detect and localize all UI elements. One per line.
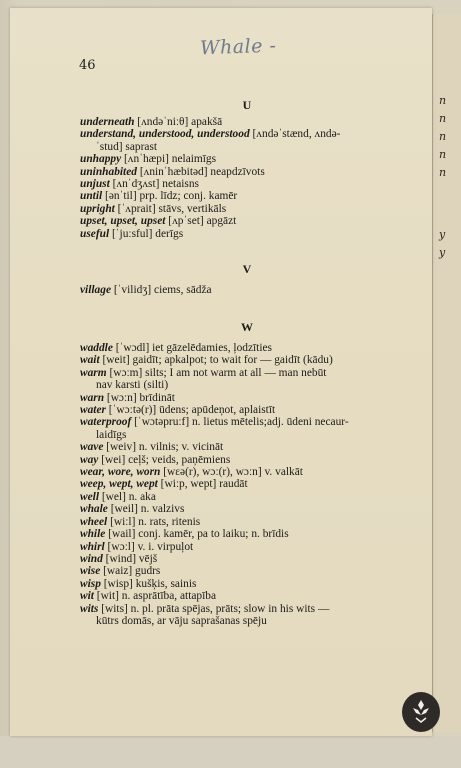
dictionary-entry bbox=[80, 528, 349, 540]
entry-headword: wit bbox=[80, 590, 94, 603]
entry-definition: [wel] n. aka bbox=[98, 490, 156, 503]
dictionary-entry bbox=[80, 116, 340, 128]
dictionary-entry bbox=[80, 342, 349, 354]
next-page-fragment: n bbox=[439, 94, 447, 107]
entry-definition: [waiz] gudrs bbox=[100, 565, 161, 578]
dictionary-entry bbox=[80, 379, 349, 391]
section-u-entries bbox=[80, 116, 340, 240]
entry-definition: [ʌndəˈniːθ] apakšā bbox=[134, 116, 223, 128]
dictionary-entry bbox=[80, 215, 340, 227]
entry-definition: kūtrs domās, ar vāju saprašanas spēju bbox=[96, 614, 267, 627]
entry-definition: [weil] n. valzivs bbox=[107, 503, 185, 516]
entry-definition: [wiːp, wept] raudāt bbox=[157, 478, 248, 491]
entry-headword: warn bbox=[80, 391, 105, 404]
entry-definition: ˈstud] saprast bbox=[96, 140, 158, 153]
entry-definition: [wind] vējš bbox=[102, 552, 158, 565]
section-w-entries bbox=[80, 342, 349, 627]
entry-definition: [wail] conj. kamēr, pa to laiku; n. brīdis bbox=[105, 528, 289, 541]
entry-headword: while bbox=[80, 528, 106, 541]
entry-headword: upright bbox=[80, 202, 115, 215]
dictionary-entry bbox=[80, 429, 349, 441]
entry-definition: nav karsti (silti) bbox=[96, 379, 169, 392]
entry-headword: wave bbox=[80, 441, 104, 454]
dictionary-entry bbox=[80, 565, 349, 577]
dictionary-entry bbox=[80, 491, 349, 503]
entry-headword: wise bbox=[80, 565, 101, 578]
entry-definition: [ʌnˈdʒʌst] netaisns bbox=[109, 178, 199, 191]
dictionary-entry bbox=[80, 190, 340, 202]
section-letter-u: U bbox=[242, 98, 252, 112]
dictionary-entry bbox=[80, 203, 340, 215]
entry-headword: wait bbox=[80, 354, 100, 367]
handwritten-note: Whale - bbox=[199, 34, 277, 60]
next-page-fragment: n bbox=[439, 148, 447, 161]
entry-headword: understand, understood, understood bbox=[80, 128, 250, 141]
entry-headword: wheel bbox=[80, 515, 108, 528]
entry-headword: well bbox=[80, 490, 99, 503]
dictionary-entry bbox=[80, 478, 349, 490]
entry-definition: [wɛə(r), wɔː(r), wɔːn] v. valkāt bbox=[160, 466, 303, 479]
entry-headword: wind bbox=[80, 552, 103, 565]
dictionary-entry bbox=[80, 141, 340, 153]
dictionary-entry bbox=[80, 441, 349, 453]
entry-definition: [ˈwɔːtə(r)] ūdens; apūdeņot, aplaistīt bbox=[105, 404, 276, 417]
entry-headword: wisp bbox=[80, 577, 101, 590]
dictionary-entry bbox=[80, 367, 349, 379]
entry-headword: wits bbox=[80, 602, 99, 615]
entry-definition: [ˈwɔdl] iet gāzelēdamies, ļodzīties bbox=[112, 342, 272, 354]
dictionary-entry bbox=[80, 466, 349, 478]
entry-headword: underneath bbox=[80, 116, 135, 128]
entry-headword: village bbox=[80, 284, 111, 296]
entry-headword: wear, wore, worn bbox=[80, 466, 161, 479]
entry-headword: useful bbox=[80, 227, 110, 240]
entry-headword: waddle bbox=[80, 342, 113, 354]
dictionary-entry bbox=[80, 503, 349, 515]
entry-headword: until bbox=[80, 190, 103, 203]
entry-definition: laidīgs bbox=[96, 428, 127, 441]
entry-headword: way bbox=[80, 453, 99, 466]
dictionary-entry bbox=[80, 166, 340, 178]
page-number: 46 bbox=[79, 58, 96, 73]
entry-definition: [ʌnˈhæpi] nelaimīgs bbox=[121, 153, 217, 166]
next-page-edge bbox=[432, 14, 461, 732]
entry-headword: unhappy bbox=[80, 153, 122, 166]
entry-headword: uninhabited bbox=[80, 165, 137, 178]
entry-headword: warm bbox=[80, 366, 107, 379]
dictionary-entry bbox=[80, 128, 340, 140]
dictionary-entry bbox=[80, 603, 349, 615]
entry-definition: [wiːl] n. rats, ritenis bbox=[107, 515, 201, 528]
table-surface bbox=[0, 736, 461, 768]
entry-definition: [wei] ceļš; veids, paņēmiens bbox=[98, 453, 231, 466]
entry-headword: water bbox=[80, 404, 106, 417]
entry-definition: [weit] gaidīt; apkalpot; to wait for — gaidīt (kādu) bbox=[99, 354, 333, 367]
entry-headword: whirl bbox=[80, 540, 105, 553]
dictionary-entry bbox=[80, 541, 349, 553]
leaf-icon bbox=[409, 698, 433, 726]
dictionary-entry bbox=[80, 578, 349, 590]
entry-definition: [wɔːn] brīdināt bbox=[104, 391, 175, 404]
dictionary-entry bbox=[80, 284, 212, 296]
entry-headword: upset, upset, upset bbox=[80, 215, 166, 228]
watermark-logo bbox=[402, 692, 440, 732]
next-page-fragment: y bbox=[439, 246, 446, 259]
next-page-fragment: n bbox=[439, 112, 447, 125]
section-v-entries bbox=[80, 284, 212, 296]
dictionary-entry bbox=[80, 590, 349, 602]
entry-definition: [ˈwɔtəpruːf] n. lietus mētelis;adj. ūdeni necaur- bbox=[131, 416, 349, 429]
entry-definition: [ˈjuːsful] derīgs bbox=[109, 227, 184, 240]
entry-definition: [ˈʌprait] stāvs, vertikāls bbox=[114, 202, 227, 215]
entry-headword: weep, wept, wept bbox=[80, 478, 158, 491]
entry-definition: [wɔːm] silts; I am not warm at all — man nebūt bbox=[106, 366, 327, 379]
section-letter-v: V bbox=[242, 262, 252, 276]
dictionary-entry bbox=[80, 553, 349, 565]
dictionary-entry bbox=[80, 615, 349, 627]
entry-definition: [weiv] n. vilnis; v. vicināt bbox=[103, 441, 224, 454]
entry-definition: [ˈvilidʒ] ciems, sādža bbox=[111, 284, 212, 296]
dictionary-entry bbox=[80, 516, 349, 528]
entry-headword: whale bbox=[80, 503, 108, 516]
dictionary-entry bbox=[80, 454, 349, 466]
next-page-fragment: y bbox=[439, 228, 446, 241]
entry-definition: [wɔːl] v. i. virpuļot bbox=[104, 540, 194, 553]
dictionary-entry bbox=[80, 153, 340, 165]
dictionary-entry bbox=[80, 228, 340, 240]
dictionary-entry bbox=[80, 354, 349, 366]
entry-definition: [ʌndəˈstænd, ʌndə- bbox=[249, 128, 341, 141]
entry-definition: [wits] n. pl. prāta spējas, prāts; slow in his wits — bbox=[98, 602, 330, 615]
dictionary-entry bbox=[80, 392, 349, 404]
entry-definition: [wisp] kušķis, sainis bbox=[100, 577, 197, 590]
entry-headword: unjust bbox=[80, 178, 110, 191]
entry-definition: [wit] n. asprātība, attapība bbox=[93, 590, 217, 603]
section-letter-w: W bbox=[241, 320, 253, 334]
entry-definition: [ʌninˈhæbitəd] neapdzīvots bbox=[136, 165, 265, 178]
next-page-fragment: n bbox=[439, 166, 447, 179]
dictionary-entry bbox=[80, 178, 340, 190]
dictionary-entry bbox=[80, 404, 349, 416]
next-page-fragment: n bbox=[439, 130, 447, 143]
entry-definition: [ənˈtil] prp. līdz; conj. kamēr bbox=[102, 190, 238, 203]
dictionary-entry bbox=[80, 416, 349, 428]
entry-headword: waterproof bbox=[80, 416, 132, 429]
entry-definition: [ʌpˈset] apgāzt bbox=[165, 215, 237, 228]
